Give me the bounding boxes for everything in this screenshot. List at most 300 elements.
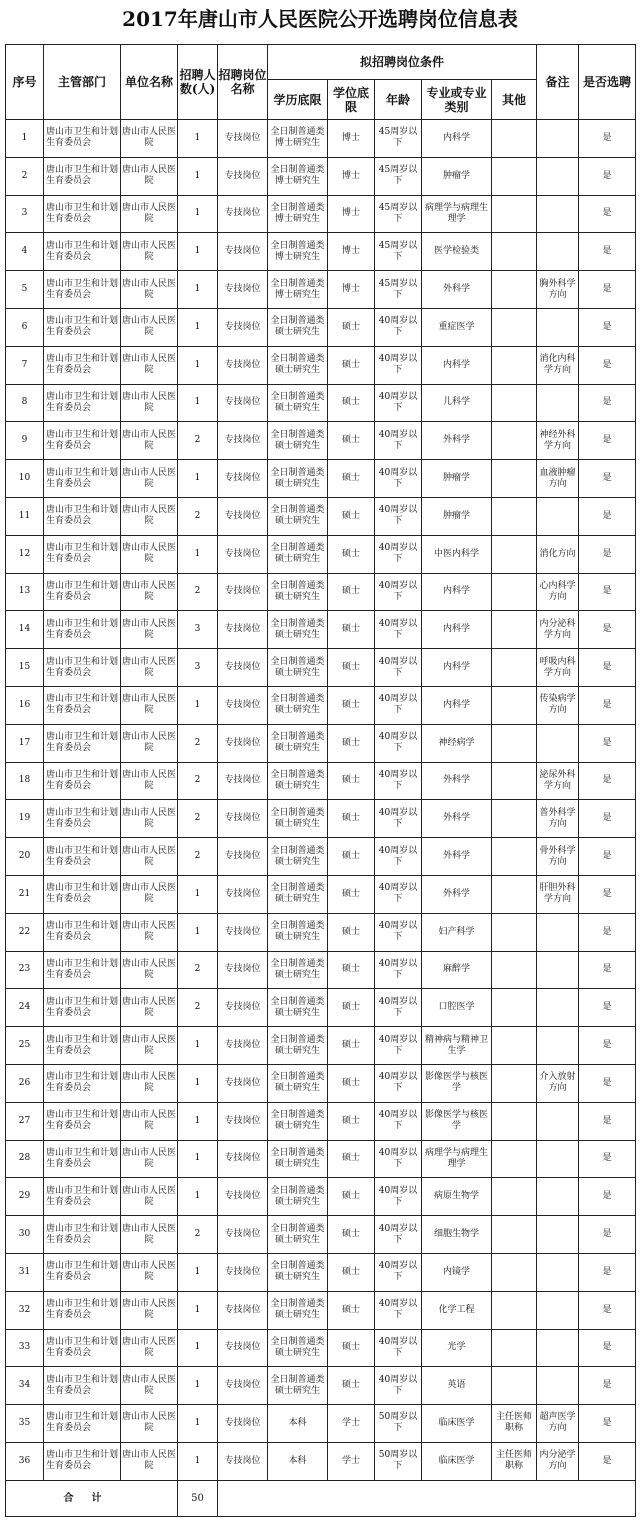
cell-edu: 全日制普通类博士研究生 [268,195,328,233]
table-row [6,573,636,611]
cell-unit: 唐山市人民医院 [121,1291,178,1329]
cell-major: 内科学 [422,573,492,611]
cell-select: 是 [579,1140,636,1178]
cell-unit: 唐山市人民医院 [121,1064,178,1102]
cell-unit: 唐山市人民医院 [121,120,178,158]
cell-remark [537,989,579,1027]
cell-edu: 全日制普通类硕士研究生 [268,1178,328,1216]
cell-seq: 2 [6,157,44,195]
cell-select: 是 [579,1102,636,1140]
cell-edu: 全日制普通类硕士研究生 [268,346,328,384]
table-row [6,535,636,573]
cell-age: 40周岁以下 [375,1291,422,1329]
cell-post: 专技岗位 [218,346,268,384]
cell-other [492,422,537,460]
cell-post: 专技岗位 [218,1140,268,1178]
cell-unit: 唐山市人民医院 [121,308,178,346]
cell-seq: 12 [6,535,44,573]
cell-degree: 硕士 [328,1253,375,1291]
cell-major: 病原生物学 [422,1178,492,1216]
cell-edu: 全日制普通类硕士研究生 [268,649,328,687]
cell-dept: 唐山市卫生和计划生育委员会 [44,724,121,762]
cell-count: 1 [178,271,218,309]
table-row [6,989,636,1027]
cell-major: 影像医学与核医学 [422,1064,492,1102]
cell-seq: 25 [6,1027,44,1065]
cell-other [492,271,537,309]
cell-seq: 24 [6,989,44,1027]
cell-degree: 硕士 [328,649,375,687]
cell-dept: 唐山市卫生和计划生育委员会 [44,1178,121,1216]
cell-age: 45周岁以下 [375,157,422,195]
cell-dept: 唐山市卫生和计划生育委员会 [44,989,121,1027]
cell-age: 40周岁以下 [375,1216,422,1254]
cell-count: 1 [178,1253,218,1291]
cell-age: 45周岁以下 [375,195,422,233]
cell-seq: 33 [6,1329,44,1367]
cell-other [492,1216,537,1254]
cell-unit: 唐山市人民医院 [121,422,178,460]
cell-other [492,989,537,1027]
cell-seq: 3 [6,195,44,233]
cell-remark: 血液肿瘤方向 [537,460,579,498]
cell-post: 专技岗位 [218,460,268,498]
header-remark: 备注 [537,45,579,120]
cell-post: 专技岗位 [218,1329,268,1367]
cell-count: 1 [178,913,218,951]
cell-other [492,649,537,687]
cell-dept: 唐山市卫生和计划生育委员会 [44,497,121,535]
cell-degree: 硕士 [328,875,375,913]
cell-age: 40周岁以下 [375,1329,422,1367]
table-row [6,800,636,838]
cell-post: 专技岗位 [218,951,268,989]
cell-other: 主任医师职称 [492,1442,537,1480]
cell-major: 光学 [422,1329,492,1367]
header-count: 招聘人数(人) [178,45,218,120]
table-row [6,195,636,233]
cell-major: 重症医学 [422,308,492,346]
cell-degree: 硕士 [328,724,375,762]
cell-count: 1 [178,875,218,913]
cell-post: 专技岗位 [218,308,268,346]
table-row [6,1140,636,1178]
cell-seq: 14 [6,611,44,649]
cell-seq: 13 [6,573,44,611]
cell-select: 是 [579,875,636,913]
table-row [6,460,636,498]
cell-count: 1 [178,308,218,346]
cell-other [492,384,537,422]
cell-post: 专技岗位 [218,611,268,649]
cell-seq: 10 [6,460,44,498]
cell-seq: 21 [6,875,44,913]
cell-dept: 唐山市卫生和计划生育委员会 [44,157,121,195]
cell-edu: 全日制普通类硕士研究生 [268,800,328,838]
cell-select: 是 [579,1442,636,1480]
cell-remark [537,1291,579,1329]
cell-degree: 博士 [328,157,375,195]
cell-age: 40周岁以下 [375,724,422,762]
cell-unit: 唐山市人民医院 [121,535,178,573]
cell-select: 是 [579,460,636,498]
header-seq: 序号 [6,45,44,120]
cell-post: 专技岗位 [218,724,268,762]
cell-degree: 硕士 [328,1140,375,1178]
cell-edu: 全日制普通类硕士研究生 [268,1102,328,1140]
cell-age: 50周岁以下 [375,1442,422,1480]
cell-dept: 唐山市卫生和计划生育委员会 [44,1329,121,1367]
cell-major: 妇产科学 [422,913,492,951]
header-select: 是否选聘 [579,45,636,120]
cell-post: 专技岗位 [218,195,268,233]
cell-unit: 唐山市人民医院 [121,686,178,724]
cell-select: 是 [579,762,636,800]
cell-dept: 唐山市卫生和计划生育委员会 [44,1405,121,1443]
cell-select: 是 [579,1064,636,1102]
cell-degree: 硕士 [328,762,375,800]
cell-other [492,800,537,838]
cell-age: 40周岁以下 [375,875,422,913]
table-row [6,762,636,800]
cell-select: 是 [579,384,636,422]
cell-remark: 胸外科学方向 [537,271,579,309]
cell-unit: 唐山市人民医院 [121,1329,178,1367]
cell-degree: 硕士 [328,1291,375,1329]
cell-other [492,875,537,913]
cell-count: 1 [178,1102,218,1140]
cell-count: 1 [178,1140,218,1178]
cell-dept: 唐山市卫生和计划生育委员会 [44,460,121,498]
cell-count: 1 [178,1291,218,1329]
cell-unit: 唐山市人民医院 [121,838,178,876]
cell-major: 肿瘤学 [422,497,492,535]
cell-count: 2 [178,800,218,838]
cell-edu: 全日制普通类硕士研究生 [268,1216,328,1254]
cell-select: 是 [579,1367,636,1405]
header-conditions: 拟招聘岗位条件 [268,45,537,80]
table-row [6,649,636,687]
cell-major: 肿瘤学 [422,460,492,498]
cell-select: 是 [579,497,636,535]
cell-other: 主任医师职称 [492,1405,537,1443]
cell-select: 是 [579,1291,636,1329]
cell-dept: 唐山市卫生和计划生育委员会 [44,913,121,951]
cell-degree: 硕士 [328,497,375,535]
cell-age: 45周岁以下 [375,271,422,309]
cell-count: 1 [178,1178,218,1216]
table-row [6,1253,636,1291]
cell-unit: 唐山市人民医院 [121,762,178,800]
cell-other [492,1291,537,1329]
header-dept: 主管部门 [44,45,121,120]
cell-degree: 硕士 [328,913,375,951]
cell-count: 1 [178,460,218,498]
cell-major: 口腔医学 [422,989,492,1027]
cell-select: 是 [579,233,636,271]
cell-major: 内科学 [422,686,492,724]
cell-select: 是 [579,271,636,309]
cell-edu: 全日制普通类硕士研究生 [268,1367,328,1405]
cell-unit: 唐山市人民医院 [121,951,178,989]
cell-count: 1 [178,384,218,422]
cell-major: 神经病学 [422,724,492,762]
cell-count: 1 [178,120,218,158]
cell-degree: 学士 [328,1405,375,1443]
table-row [6,1367,636,1405]
cell-other [492,838,537,876]
cell-remark [537,120,579,158]
cell-major: 内科学 [422,346,492,384]
table-row [6,1291,636,1329]
cell-major: 中医内科学 [422,535,492,573]
cell-seq: 4 [6,233,44,271]
cell-remark: 超声医学方向 [537,1405,579,1443]
cell-seq: 15 [6,649,44,687]
cell-remark: 泌尿外科学方向 [537,762,579,800]
cell-major: 外科学 [422,838,492,876]
cell-remark: 心内科学方向 [537,573,579,611]
cell-post: 专技岗位 [218,1216,268,1254]
cell-post: 专技岗位 [218,535,268,573]
table-row [6,1027,636,1065]
cell-age: 40周岁以下 [375,346,422,384]
cell-dept: 唐山市卫生和计划生育委员会 [44,271,121,309]
cell-dept: 唐山市卫生和计划生育委员会 [44,195,121,233]
cell-select: 是 [579,535,636,573]
cell-degree: 硕士 [328,1102,375,1140]
table-row [6,497,636,535]
cell-count: 1 [178,233,218,271]
cell-edu: 全日制普通类硕士研究生 [268,838,328,876]
cell-count: 2 [178,762,218,800]
table-row [6,913,636,951]
cell-count: 2 [178,497,218,535]
cell-edu: 全日制普通类硕士研究生 [268,497,328,535]
total-row [6,1480,636,1516]
cell-degree: 硕士 [328,951,375,989]
cell-select: 是 [579,951,636,989]
cell-age: 40周岁以下 [375,460,422,498]
cell-edu: 全日制普通类硕士研究生 [268,1064,328,1102]
cell-other [492,195,537,233]
cell-edu: 全日制普通类硕士研究生 [268,1140,328,1178]
cell-degree: 博士 [328,233,375,271]
cell-edu: 全日制普通类硕士研究生 [268,535,328,573]
cell-dept: 唐山市卫生和计划生育委员会 [44,762,121,800]
cell-edu: 全日制普通类硕士研究生 [268,1027,328,1065]
cell-major: 化学工程 [422,1291,492,1329]
cell-remark: 神经外科学方向 [537,422,579,460]
cell-age: 40周岁以下 [375,838,422,876]
cell-seq: 32 [6,1291,44,1329]
cell-age: 40周岁以下 [375,1367,422,1405]
table-row [6,611,636,649]
total-label: 合计 [6,1480,178,1516]
cell-count: 2 [178,838,218,876]
cell-remark [537,913,579,951]
cell-age: 40周岁以下 [375,497,422,535]
cell-other [492,686,537,724]
table-row [6,875,636,913]
cell-post: 专技岗位 [218,1291,268,1329]
cell-post: 专技岗位 [218,384,268,422]
cell-select: 是 [579,649,636,687]
cell-other [492,233,537,271]
cell-count: 1 [178,1442,218,1480]
cell-select: 是 [579,1216,636,1254]
cell-remark: 介入放射方向 [537,1064,579,1102]
cell-seq: 6 [6,308,44,346]
cell-remark: 呼吸内科学方向 [537,649,579,687]
cell-dept: 唐山市卫生和计划生育委员会 [44,346,121,384]
cell-other [492,1102,537,1140]
table-row [6,1178,636,1216]
cell-post: 专技岗位 [218,989,268,1027]
cell-edu: 全日制普通类硕士研究生 [268,1329,328,1367]
header-other: 其他 [492,80,537,120]
cell-other [492,951,537,989]
cell-unit: 唐山市人民医院 [121,1102,178,1140]
cell-other [492,1140,537,1178]
table-row [6,1216,636,1254]
cell-unit: 唐山市人民医院 [121,724,178,762]
cell-dept: 唐山市卫生和计划生育委员会 [44,611,121,649]
cell-count: 1 [178,535,218,573]
cell-dept: 唐山市卫生和计划生育委员会 [44,875,121,913]
cell-remark [537,1027,579,1065]
cell-post: 专技岗位 [218,573,268,611]
cell-major: 病理学与病理生理学 [422,1140,492,1178]
cell-other [492,157,537,195]
cell-remark: 消化方向 [537,535,579,573]
cell-count: 3 [178,649,218,687]
cell-select: 是 [579,989,636,1027]
cell-major: 内镜学 [422,1253,492,1291]
cell-post: 专技岗位 [218,1102,268,1140]
header-unit: 单位名称 [121,45,178,120]
cell-other [492,120,537,158]
cell-major: 精神病与精神卫生学 [422,1027,492,1065]
cell-seq: 22 [6,913,44,951]
cell-unit: 唐山市人民医院 [121,1178,178,1216]
cell-other [492,1064,537,1102]
cell-post: 专技岗位 [218,1064,268,1102]
cell-post: 专技岗位 [218,800,268,838]
cell-degree: 硕士 [328,422,375,460]
cell-count: 1 [178,1329,218,1367]
total-empty [218,1480,636,1516]
cell-major: 儿科学 [422,384,492,422]
cell-degree: 硕士 [328,1329,375,1367]
cell-count: 1 [178,195,218,233]
cell-unit: 唐山市人民医院 [121,346,178,384]
cell-dept: 唐山市卫生和计划生育委员会 [44,1140,121,1178]
cell-dept: 唐山市卫生和计划生育委员会 [44,1027,121,1065]
table-row [6,838,636,876]
cell-age: 40周岁以下 [375,384,422,422]
cell-age: 40周岁以下 [375,913,422,951]
cell-major: 临床医学 [422,1442,492,1480]
cell-dept: 唐山市卫生和计划生育委员会 [44,951,121,989]
cell-remark [537,233,579,271]
cell-count: 2 [178,951,218,989]
cell-dept: 唐山市卫生和计划生育委员会 [44,800,121,838]
cell-unit: 唐山市人民医院 [121,1253,178,1291]
table-row [6,724,636,762]
table-row [6,422,636,460]
cell-seq: 16 [6,686,44,724]
cell-count: 2 [178,573,218,611]
cell-degree: 硕士 [328,460,375,498]
cell-select: 是 [579,120,636,158]
cell-seq: 35 [6,1405,44,1443]
table-body [6,120,636,1481]
cell-post: 专技岗位 [218,762,268,800]
cell-unit: 唐山市人民医院 [121,1367,178,1405]
cell-degree: 博士 [328,195,375,233]
cell-unit: 唐山市人民医院 [121,1442,178,1480]
cell-degree: 硕士 [328,800,375,838]
cell-dept: 唐山市卫生和计划生育委员会 [44,1216,121,1254]
cell-major: 内科学 [422,611,492,649]
cell-major: 内科学 [422,120,492,158]
cell-seq: 23 [6,951,44,989]
cell-count: 1 [178,686,218,724]
table-row [6,1405,636,1443]
cell-degree: 博士 [328,120,375,158]
cell-major: 影像医学与核医学 [422,1102,492,1140]
header-major: 专业或专业类别 [422,80,492,120]
cell-dept: 唐山市卫生和计划生育委员会 [44,1291,121,1329]
cell-edu: 全日制普通类博士研究生 [268,120,328,158]
cell-dept: 唐山市卫生和计划生育委员会 [44,384,121,422]
cell-edu: 全日制普通类硕士研究生 [268,762,328,800]
cell-age: 50周岁以下 [375,1405,422,1443]
cell-degree: 硕士 [328,384,375,422]
cell-select: 是 [579,1253,636,1291]
cell-edu: 全日制普通类硕士研究生 [268,951,328,989]
header-edu: 学历底限 [268,80,328,120]
cell-select: 是 [579,195,636,233]
cell-major: 内科学 [422,649,492,687]
cell-unit: 唐山市人民医院 [121,573,178,611]
cell-remark [537,1329,579,1367]
cell-seq: 28 [6,1140,44,1178]
cell-post: 专技岗位 [218,271,268,309]
cell-edu: 全日制普通类硕士研究生 [268,384,328,422]
header-post: 招聘岗位名称 [218,45,268,120]
cell-remark [537,384,579,422]
table-row [6,271,636,309]
cell-major: 病理学与病理生理学 [422,195,492,233]
cell-select: 是 [579,1178,636,1216]
cell-degree: 硕士 [328,989,375,1027]
cell-post: 专技岗位 [218,875,268,913]
cell-age: 40周岁以下 [375,800,422,838]
cell-major: 临床医学 [422,1405,492,1443]
cell-remark: 传染病学方向 [537,686,579,724]
cell-remark: 骨外科学方向 [537,838,579,876]
cell-remark [537,951,579,989]
cell-other [492,460,537,498]
cell-remark: 肝胆外科学方向 [537,875,579,913]
cell-seq: 34 [6,1367,44,1405]
cell-post: 专技岗位 [218,1405,268,1443]
cell-remark: 消化内科学方向 [537,346,579,384]
cell-other [492,346,537,384]
cell-edu: 全日制普通类硕士研究生 [268,875,328,913]
